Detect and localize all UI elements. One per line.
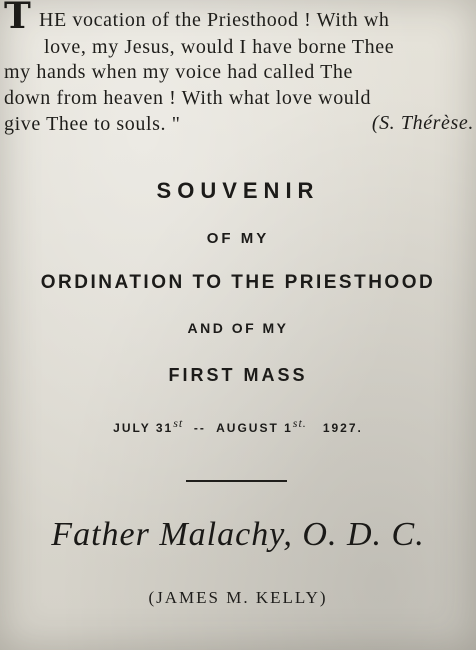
quote-line-5: give Thee to souls. " xyxy=(4,113,181,135)
date-year: 1927. xyxy=(322,421,363,435)
souvenir-title: SOUVENIR xyxy=(156,178,320,203)
date-start: JULY 31 xyxy=(113,421,174,435)
ordination-line: ORDINATION TO THE PRIESTHOOD xyxy=(40,272,436,293)
date-end: AUGUST 1 xyxy=(216,421,293,435)
date-start-suffix: st xyxy=(173,416,184,430)
date-separator: -- xyxy=(193,421,206,435)
divider-rule xyxy=(186,480,287,482)
dates-line xyxy=(0,416,476,435)
quote-line-3: my hands when my voice had called The xyxy=(4,61,353,83)
and-of-my-line: AND OF MY xyxy=(187,320,289,336)
quote-line-1: HE vocation of the Priesthood ! With wh xyxy=(39,9,390,31)
first-mass-line: FIRST MASS xyxy=(168,365,308,385)
priest-name: Father Malachy, O. D. C. xyxy=(51,516,425,553)
date-end-suffix: st. xyxy=(292,416,307,430)
priest-birth-name: (JAMES M. KELLY) xyxy=(148,588,328,607)
quote-line-4: down from heaven ! With what love would xyxy=(4,87,372,109)
quote-line-2: love, my Jesus, would I have borne Thee xyxy=(44,36,395,58)
of-my-line: OF MY xyxy=(206,230,270,247)
quote-block xyxy=(0,0,476,140)
quote-dropcap: T xyxy=(4,0,31,37)
quote-attribution: (S. Thérèse. xyxy=(371,112,474,134)
